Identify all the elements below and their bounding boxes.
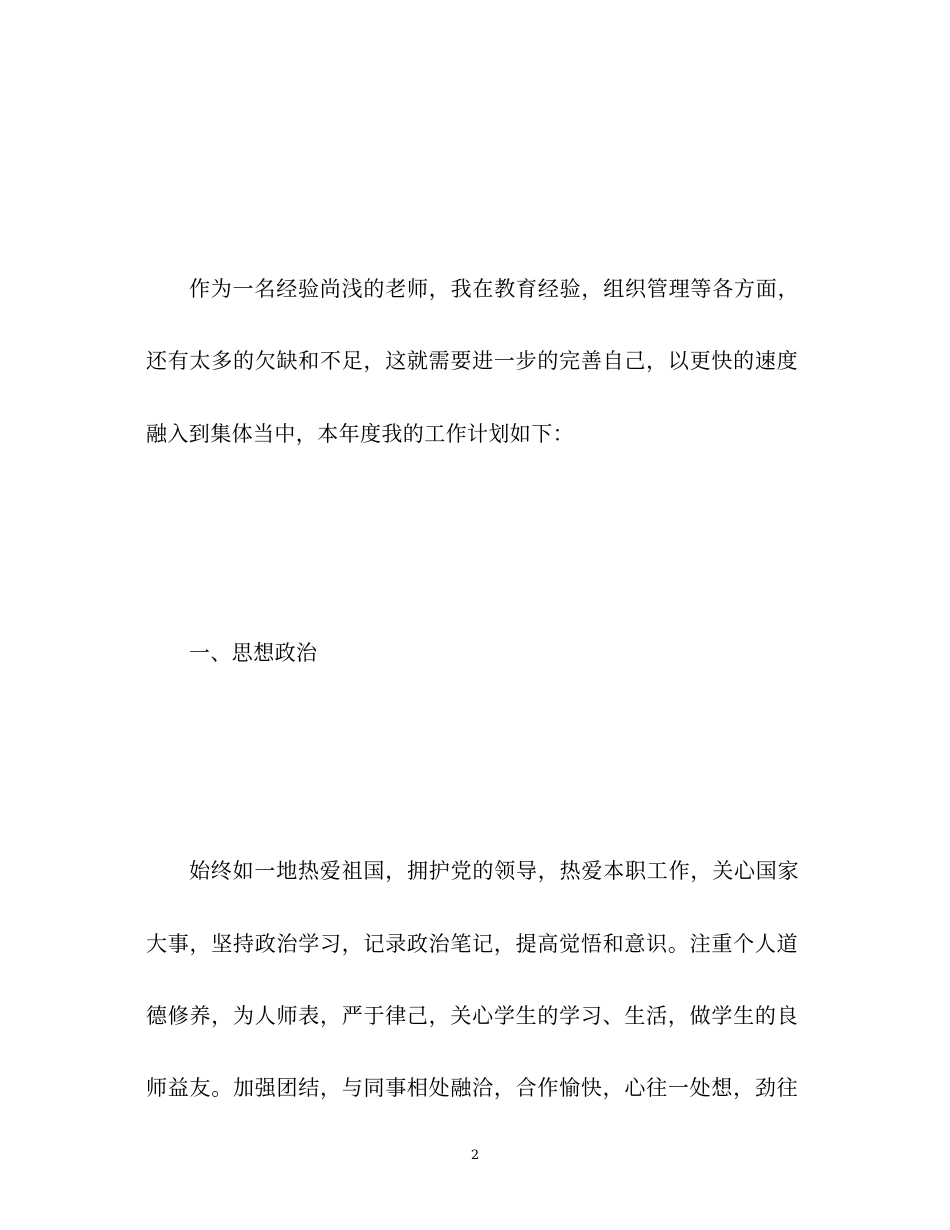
paragraph-2-line-4: 师益友。加强团结，与同事相处融洽，合作愉快，心往一处想，劲往 — [146, 1076, 798, 1100]
paragraph-1-line-3: 融入到集体当中，本年度我的工作计划如下： — [146, 422, 574, 446]
paragraph-2-line-2: 大事，坚持政治学习，记录政治笔记，提高觉悟和意识。注重个人道 — [146, 932, 798, 956]
page-number: 2 — [470, 1148, 480, 1163]
section-heading: 一、思想政治 — [189, 641, 318, 665]
paragraph-1-line-1: 作为一名经验尚浅的老师，我在教育经验，组织管理等各方面， — [189, 277, 799, 301]
paragraph-2-line-3: 德修养，为人师表，严于律己，关心学生的学习、生活，做学生的良 — [146, 1004, 798, 1028]
paragraph-2-line-1: 始终如一地热爱祖国，拥护党的领导，热爱本职工作，关心国家 — [189, 859, 799, 883]
paragraph-1-line-2: 还有太多的欠缺和不足，这就需要进一步的完善自己，以更快的速度 — [146, 349, 798, 373]
